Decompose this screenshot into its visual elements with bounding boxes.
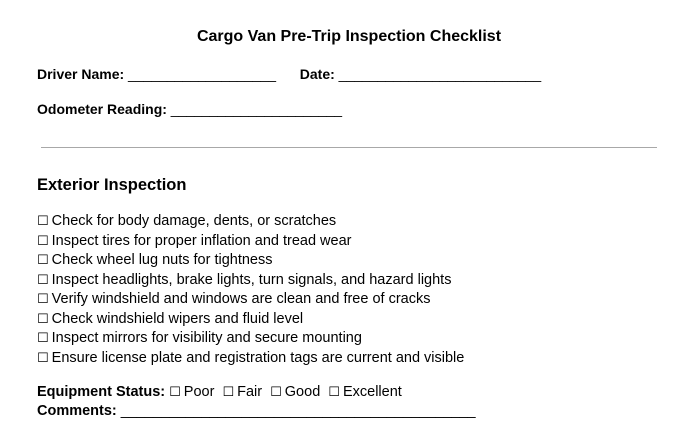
checkbox-icon[interactable]: ☐ [37,214,49,229]
odometer-field[interactable]: ______________________ [170,101,343,117]
checkbox-icon[interactable]: ☐ [37,292,49,307]
checklist-item-text: Inspect headlights, brake lights, turn signals, and hazard lights [51,271,452,288]
checkbox-icon[interactable]: ☐ [37,233,49,249]
date-field[interactable]: __________________________ [338,66,542,82]
checklist-item-text: Inspect mirrors for visibility and secure mounting [51,330,362,346]
odometer-row [37,100,342,118]
checklist-item[interactable] [37,290,464,310]
checklist-item[interactable] [37,212,464,232]
checkbox-icon[interactable]: ☐ [37,331,49,346]
section-divider [41,147,657,148]
comments-label: Comments: [37,403,117,419]
date-label: Date: [299,66,335,82]
checkbox-icon[interactable]: ☐ [222,385,235,400]
checkbox-icon[interactable]: ☐ [37,253,49,268]
driver-date-row [37,65,541,83]
checklist-item[interactable] [37,232,464,252]
checkbox-icon[interactable]: ☐ [169,385,181,400]
driver-name-field[interactable]: ___________________ [128,66,276,82]
status-option-good[interactable]: ☐ Good [270,384,321,400]
status-option-fair[interactable]: ☐ Fair [222,384,263,400]
checklist-item[interactable] [37,310,464,330]
checkbox-icon[interactable]: ☐ [37,350,49,366]
checklist-item[interactable] [37,251,464,271]
checkbox-icon[interactable]: ☐ [270,385,282,400]
checklist-item[interactable] [37,271,464,291]
odometer-label: Odometer Reading: [37,101,167,117]
checkbox-icon[interactable]: ☐ [37,311,49,327]
checklist-item-text: Ensure license plate and registration tags are current and visible [51,349,465,366]
checklist-item-text: Check wheel lug nuts for tightness [51,252,273,268]
equipment-status-label: Equipment Status: [37,384,166,400]
checklist-item-text: Check for body damage, dents, or scratches [51,213,337,229]
comments-field[interactable]: ____________________________________________ [120,403,476,419]
status-option-excellent[interactable]: ☐ Excellent [328,384,402,400]
checklist-item-text: Check windshield wipers and fluid level [51,310,304,327]
checklist [37,212,464,368]
checklist-item-text: Inspect tires for proper inflation and tread wear [51,232,352,249]
checklist-item[interactable] [37,349,464,369]
page-title: Cargo Van Pre-Trip Inspection Checklist [196,28,502,45]
equipment-status-row [37,383,406,402]
checkbox-icon[interactable]: ☐ [37,272,49,288]
checkbox-icon[interactable]: ☐ [328,385,340,400]
section-title: Exterior Inspection [37,176,187,194]
checklist-item[interactable] [37,329,464,349]
comments-row [37,402,476,421]
checklist-item-text: Verify windshield and windows are clean and free of cracks [51,291,431,307]
status-option-poor[interactable]: ☐ Poor [169,384,215,400]
driver-name-label: Driver Name: [37,66,125,82]
